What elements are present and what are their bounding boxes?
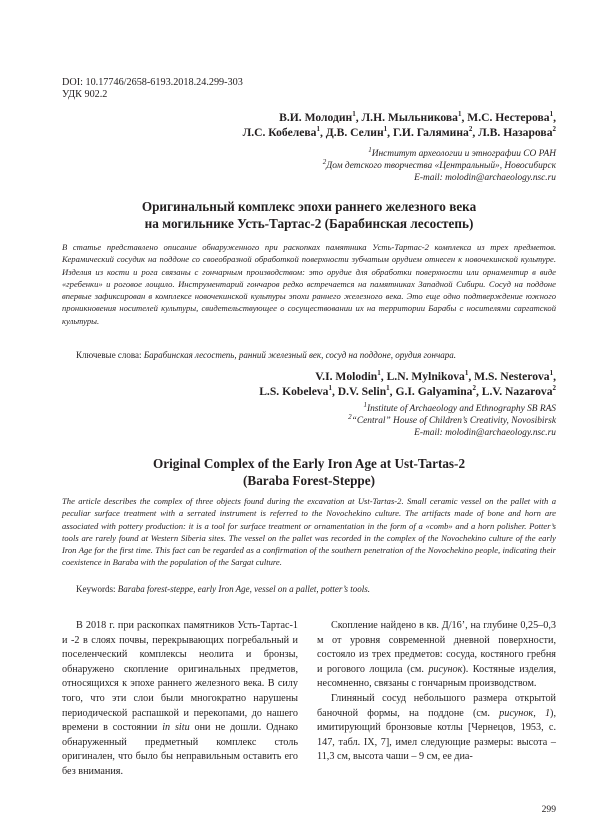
- author-affiliation-mark: 1: [549, 110, 554, 119]
- author-affiliation-mark: 2: [468, 125, 473, 134]
- author-name: L.V. Nazarova: [481, 385, 553, 398]
- en-authors-line1: V.I. Molodin$^1$, L.N. Mylnikova$^1$, M.S. Nesterova$^1$,: [315, 369, 556, 383]
- author-affiliation-mark: 2: [552, 384, 556, 393]
- author-name: D.V. Selin: [337, 385, 387, 398]
- ru-abstract: В статье представлено описание обнаруженного при раскопках памятника Усть-Тартас-2 комплекса из трех предметов. Керамический сосудик на поддоне со своеобразной обработкой поверхности зубчатым орудием отнесен к новочекинской культуре. Изделия из кости и рога связаны с гончарным производством: это орудие для обработки поверхности или орнаментир в виде «гребенки» и роговое лощило. Инструментарий гончаров редко встречается на памятниках Западной Сибири. Сосуд на поддоне впервые зафиксирован в комплексе новочекинской культуры эпохи раннего железного века. Это еще одно подтверждение южного проникновения носителей культуры, свидетельствующее о сосуществовании их на территории Барабы с носителями саргатской культуры.: [62, 242, 556, 326]
- author-name: М.С. Нестерова: [467, 111, 550, 124]
- author-affiliation-mark: 2: [552, 125, 556, 134]
- en-abstract: The article describes the complex of three objects found during the excavation at Ust-Tartas-2. Small ceramic vessel on the pallet with a peculiar surface treatment with a serrated instrument is referred to the Novochekino culture. The artifacts made of bone and horn are associated with pottery production: it is a tool for surface treatment or ornamentation in the form of a «comb» and a horn polisher. Potter’s tools are rarely found at Western Siberia sites. The vessel on the pallet was recorded in the complex of the Novochekino culture of the early Iron Age for the first time. This fact can be regarded as a confirmation of the southern penetration of the Novochekino people, indicating their coexistence in Baraba with the population of the Sargat culture.: [62, 496, 556, 568]
- author-name: G.I. Galyamina: [395, 385, 473, 398]
- author-name: V.I. Molodin: [315, 370, 378, 383]
- author-affiliation-mark: 1: [549, 369, 554, 378]
- body-paragraph: Глиняный сосуд небольшого размера открытой баночной формы, на поддоне (см. рисунок, 1), имитирующий бронзовые котлы [Чернецов, 1953, с. 147, табл. IX, 7], имел следующие размеры: высота – 11,3 см, высота чаши – 9 см, ее диа-: [317, 692, 556, 763]
- en-authors-line2: L.S. Kobeleva$^1$, D.V. Selin$^1$, G.I. Galyamina$^2$, L.V. Nazarova$^2$: [259, 384, 556, 398]
- author-name: Л.В. Назарова: [478, 126, 553, 139]
- author-affiliation-mark: 1: [316, 125, 320, 134]
- body-right-column: [317, 619, 556, 765]
- ru-authors-line2: Л.С. Кобелева$^1$, Д.В. Селин$^1$, Г.И. Галямина$^2$, Л.В. Назарова$^2$: [242, 125, 556, 139]
- author-affiliation-mark: 1: [383, 125, 388, 134]
- author-name: В.И. Молодин: [279, 111, 353, 124]
- author-affiliation-mark: 1: [328, 384, 332, 393]
- author-affiliation-mark: 1: [377, 369, 381, 378]
- page-number: 299: [541, 804, 556, 815]
- body-paragraph: В 2018 г. при раскопках памятников Усть-Тартас-1 и -2 в слоях почвы, перекрывающих погребальный и поселенческий комплексы неолита и бронзы, обнаружено скопление оригинальных предметов, относящихся к эпохе раннего железного века. В силу того, что эти слои были многократно нарушены периодической распашкой и перекопами, до нашего времени в состоянии in situ они не дошли. Однако обнаруженный предметный комплекс столь оригинален, что было бы неправильным оставить его без внимания.: [62, 620, 298, 777]
- author-affiliation-mark: 1: [457, 110, 462, 119]
- author-name: L.N. Mylnikova: [386, 370, 465, 383]
- en-affiliation-2: $^2$“Central” House of Children’s Creativity, Novosibirsk: [348, 412, 556, 426]
- en-title: Original Complex of the Early Iron Age at Ust-Tartas-2 (Baraba Forest-Steppe): [152, 456, 466, 488]
- udk: УДК 902.2: [62, 89, 108, 100]
- body-paragraph: Скопление найдено в кв. Д/16’, на глубине 0,25–0,3 м от уровня современной дневной поверхности, состояло из трех предметов: сосуда, костяного гребня и рогового лощила (см. рисунок). Костяные изделия, несомненно, связаны с гончарным производством.: [317, 620, 557, 690]
- author-affiliation-mark: 2: [472, 384, 476, 393]
- ru-affiliation-2: $^2$Дом детского творчества «Центральный», Новосибирск: [322, 157, 556, 171]
- ru-keywords: Ключевые слова: Барабинская лесостепь, ранний железный век, сосуд на поддоне, орудия гончара.: [76, 350, 457, 360]
- author-affiliation-mark: 1: [386, 384, 390, 393]
- ru-title: Оригинальный комплекс эпохи раннего железного века на могильнике Усть-Тартас-2 (Барабинская лесостепь): [141, 199, 477, 231]
- doi: DOI: 10.17746/2658-6193.2018.24.299-303: [62, 77, 243, 88]
- en-affiliation-1: $^1$Institute of Archaeology and Ethnography SB RAS: [363, 400, 556, 414]
- author-name: Д.В. Селин: [325, 126, 384, 139]
- author-affiliation-mark: 1: [352, 110, 356, 119]
- author-name: Л.С. Кобелева: [242, 126, 317, 139]
- body-left-column: [62, 619, 298, 780]
- en-keywords: Keywords: Baraba forest-steppe, early Iron Age, vessel on a pallet, potter’s tools.: [76, 584, 371, 594]
- ru-email: E-mail: molodin@archaeology.nsc.ru: [414, 173, 556, 183]
- author-affiliation-mark: 1: [464, 369, 469, 378]
- author-name: L.S. Kobeleva: [259, 385, 329, 398]
- author-name: Л.Н. Мыльникова: [361, 111, 458, 124]
- author-name: Г.И. Галямина: [392, 126, 469, 139]
- ru-authors-line1: В.И. Молодин$^1$, Л.Н. Мыльникова$^1$, М.С. Нестерова$^1$,: [279, 110, 556, 124]
- ru-affiliation-1: $^1$Институт археологии и этнографии СО РАН: [368, 145, 556, 159]
- author-name: M.S. Nesterova: [474, 370, 550, 383]
- en-email: E-mail: molodin@archaeology.nsc.ru: [414, 428, 556, 438]
